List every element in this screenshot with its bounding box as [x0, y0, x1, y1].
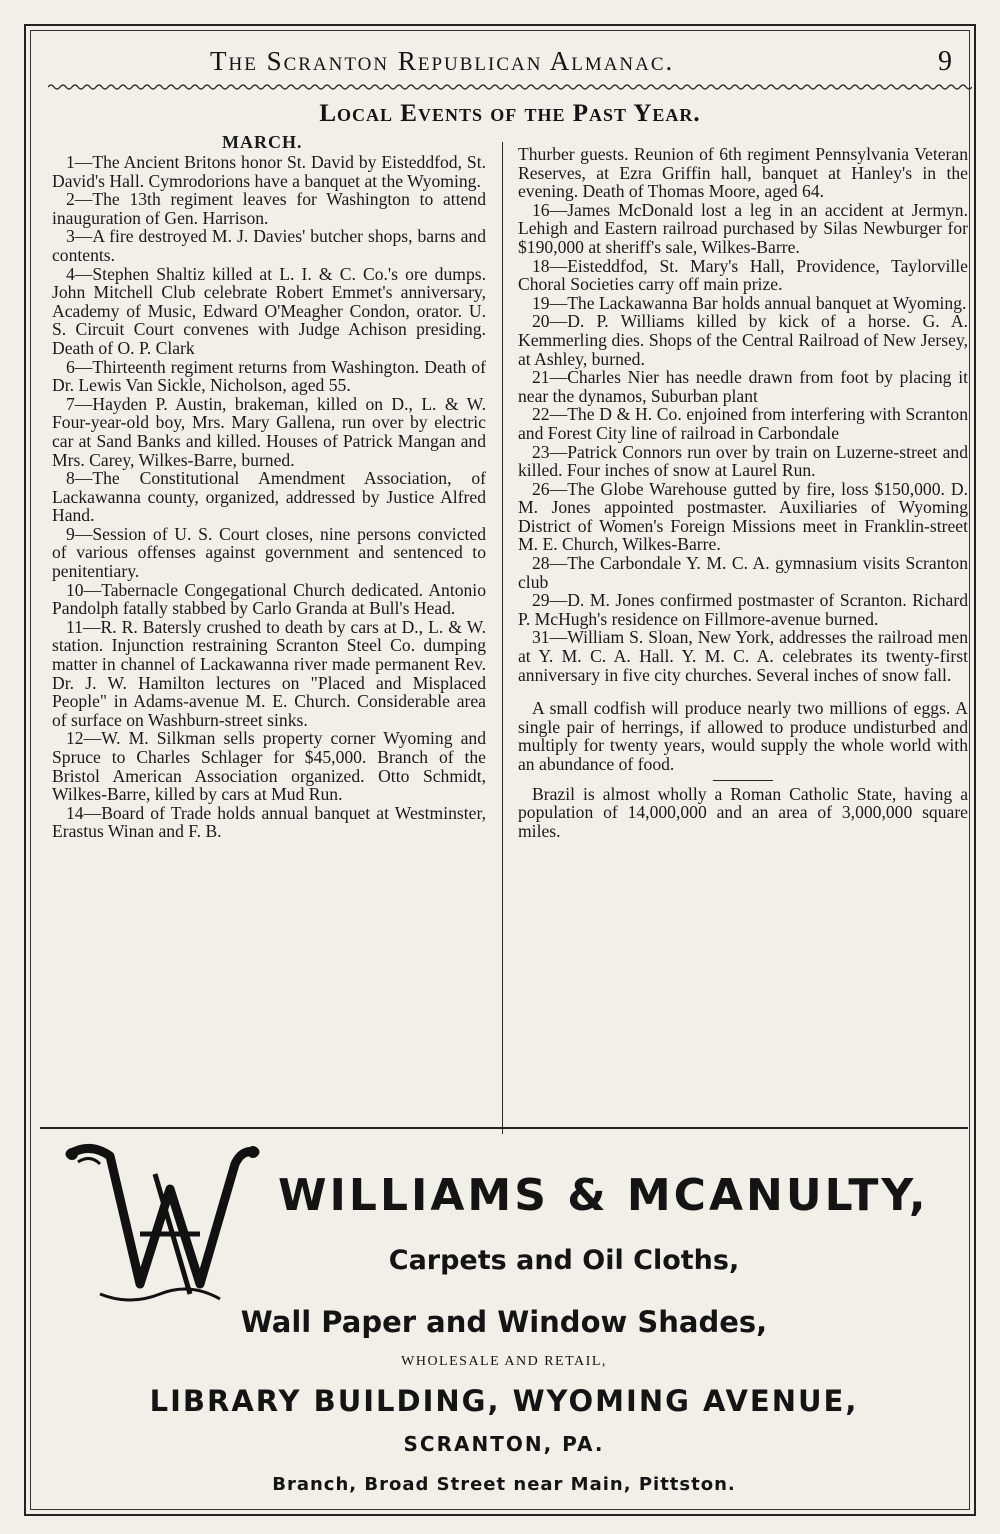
event-entry: 12—W. M. Silkman sells property corner Wyoming and Spruce to Charles Schlager for $45,000. Branch of the Bristol American Association organized. Otto Schmidt, Wilkes-Barre, killed by cars at Mud Run. [52, 728, 486, 805]
ad-city: SCRANTON, PA. [403, 1432, 605, 1456]
event-entry: 31—William S. Sloan, New York, addresses the railroad men at Y. M. C. A. Hall. Y. M. C. A. celebrates its twenty-first anniversary in five city churches. Several inches of snow fall. [518, 627, 968, 685]
event-entry: 18—Eisteddfod, St. Mary's Hall, Providence, Taylorville Choral Societies carry off main prize. [518, 255, 968, 295]
event-entry: 6—Thirteenth regiment returns from Washington. Death of Dr. Lewis Van Sickle, Nicholson, aged 55. [52, 356, 486, 396]
ad-carpets: Carpets and Oil Cloths, [388, 1245, 740, 1276]
running-header [40, 44, 980, 84]
left-column [52, 132, 486, 841]
month-heading: MARCH. [222, 132, 303, 152]
event-entry: 8—The Constitutional Amendment Association, of Lackawanna county, organized, addressed by Justice Alfred Hand. [52, 468, 486, 526]
event-entry: 3—A fire destroyed M. J. Davies' butcher shops, barns and contents. [52, 226, 486, 265]
event-entry: 9—Session of U. S. Court closes, nine persons convicted of various offenses against government and sentenced to penitentiary. [52, 523, 486, 582]
event-entry: 11—R. R. Batersly crushed to death by cars at D., L. & W. station. Injunction restraining Scranton Steel Co. dumping matter in channel of Lackawanna river made permanent Rev. Dr. J. W. Hamilton lectures on "Placed and Misplaced People" in Adams-avenue M. E. Church. Considerable area of surface on Washburn-street sinks. [52, 616, 486, 730]
wavy-rule [48, 82, 972, 92]
spacer [518, 684, 968, 699]
event-entry: 23—Patrick Connors run over by train on Luzerne-street and killed. Four inches of snow at Laurel Run. [518, 441, 968, 481]
advertiser-name: WILLIAMS & MCANULTY, [278, 1170, 929, 1221]
advertisement-rule [40, 1127, 968, 1129]
column-rule [502, 142, 503, 1134]
event-entry: 1—The Ancient Britons honor St. David by Eisteddfod, St. David's Hall. Cymrodorions have a banquet at the Wyoming. [52, 152, 486, 191]
event-entry: 28—The Carbondale Y. M. C. A. gymnasium visits Scranton club [518, 553, 968, 592]
filler-brazil: Brazil is almost wholly a Roman Catholic State, having a population of 14,000,000 and an area of 3,000,000 square miles. [518, 783, 968, 841]
event-entry: 14—Board of Trade holds annual banquet at Westminster, Erastus Winan and F. B. [52, 802, 486, 842]
page-number: 9 [938, 46, 952, 77]
event-entry: 19—The Lackawanna Bar holds annual banquet at Wyoming. [532, 292, 967, 313]
right-entries [518, 145, 968, 684]
event-entry: 16—James McDonald lost a leg in an accident at Jermyn. Lehigh and Eastern railroad purchased by Silas Newburger for $190,000 at sheriff's sale, Wilkes-Barre. [518, 199, 968, 257]
event-entry: 20—D. P. Williams killed by kick of a horse. G. A. Kemmerling dies. Shops of the Central Railroad of New Jersey, at Ashley, burned. [518, 311, 968, 369]
filler-codfish: A small codfish will produce nearly two millions of eggs. A single pair of herrings, if allowed to produce undisturbed and multiply for twenty years, would supply the whole world with an abundance of food. [518, 698, 968, 774]
event-entry: 22—The D & H. Co. enjoined from interfering with Scranton and Forest City line of railroad in Carbondale [518, 404, 968, 443]
event-entry: 2—The 13th regiment leaves for Washington to attend inauguration of Gen. Harrison. [52, 189, 486, 228]
short-rule [713, 780, 773, 781]
right-column [518, 145, 968, 840]
ad-wholesale: WHOLESALE AND RETAIL, [401, 1354, 607, 1369]
event-entry: 7—Hayden P. Austin, brakeman, killed on D., L. & W. Four-year-old boy, Mrs. Mary Gallena, run over by electric car at Sand Banks and killed. Houses of Patrick Mangan and Mrs. Carey, Wilkes-Barre, burned. [52, 393, 486, 470]
ad-wallpaper: Wall Paper and Window Shades, [240, 1305, 768, 1339]
running-title: The Scranton Republican Almanac. [210, 46, 675, 76]
section-title: Local Events of the Past Year. [319, 100, 701, 127]
event-entry: 26—The Globe Warehouse gutted by fire, loss $150,000. D. M. Jones appointed postmaster. Auxiliaries of Wyoming District of Women's Foreign Missions meet in Franklin-street M. E. Church, Wilkes-Barre. [518, 478, 968, 555]
event-entry: 21—Charles Nier has needle drawn from foot by placing it near the dynamos, Suburban plant [518, 367, 968, 406]
event-entry: 29—D. M. Jones confirmed postmaster of Scranton. Richard P. McHugh's residence on Fillmore-avenue burned. [518, 590, 968, 629]
left-entries [52, 153, 486, 841]
wa-monogram-icon [60, 1134, 260, 1309]
ad-address: LIBRARY BUILDING, WYOMING AVENUE, [149, 1384, 859, 1418]
event-entry: 10—Tabernacle Congegational Church dedicated. Antonio Pandolph fatally stabbed by Carlo Granda at Bull's Head. [52, 579, 486, 619]
event-entry: Thurber guests. Reunion of 6th regiment Pennsylvania Veteran Reserves, at Ezra Griffin hall, banquet at Hanley's in the evening. Death of Thomas Moore, aged 64. [518, 144, 968, 202]
event-entry: 4—Stephen Shaltiz killed at L. I. & C. Co.'s ore dumps. John Mitchell Club celebrate Robert Emmet's anniversary, Academy of Music, Edward O'Meagher Condon, orator. U. S. Circuit Court convenes with Judge Achison presiding. Death of O. P. Clark [52, 263, 486, 358]
ad-branch: Branch, Broad Street near Main, Pittston. [272, 1474, 736, 1495]
